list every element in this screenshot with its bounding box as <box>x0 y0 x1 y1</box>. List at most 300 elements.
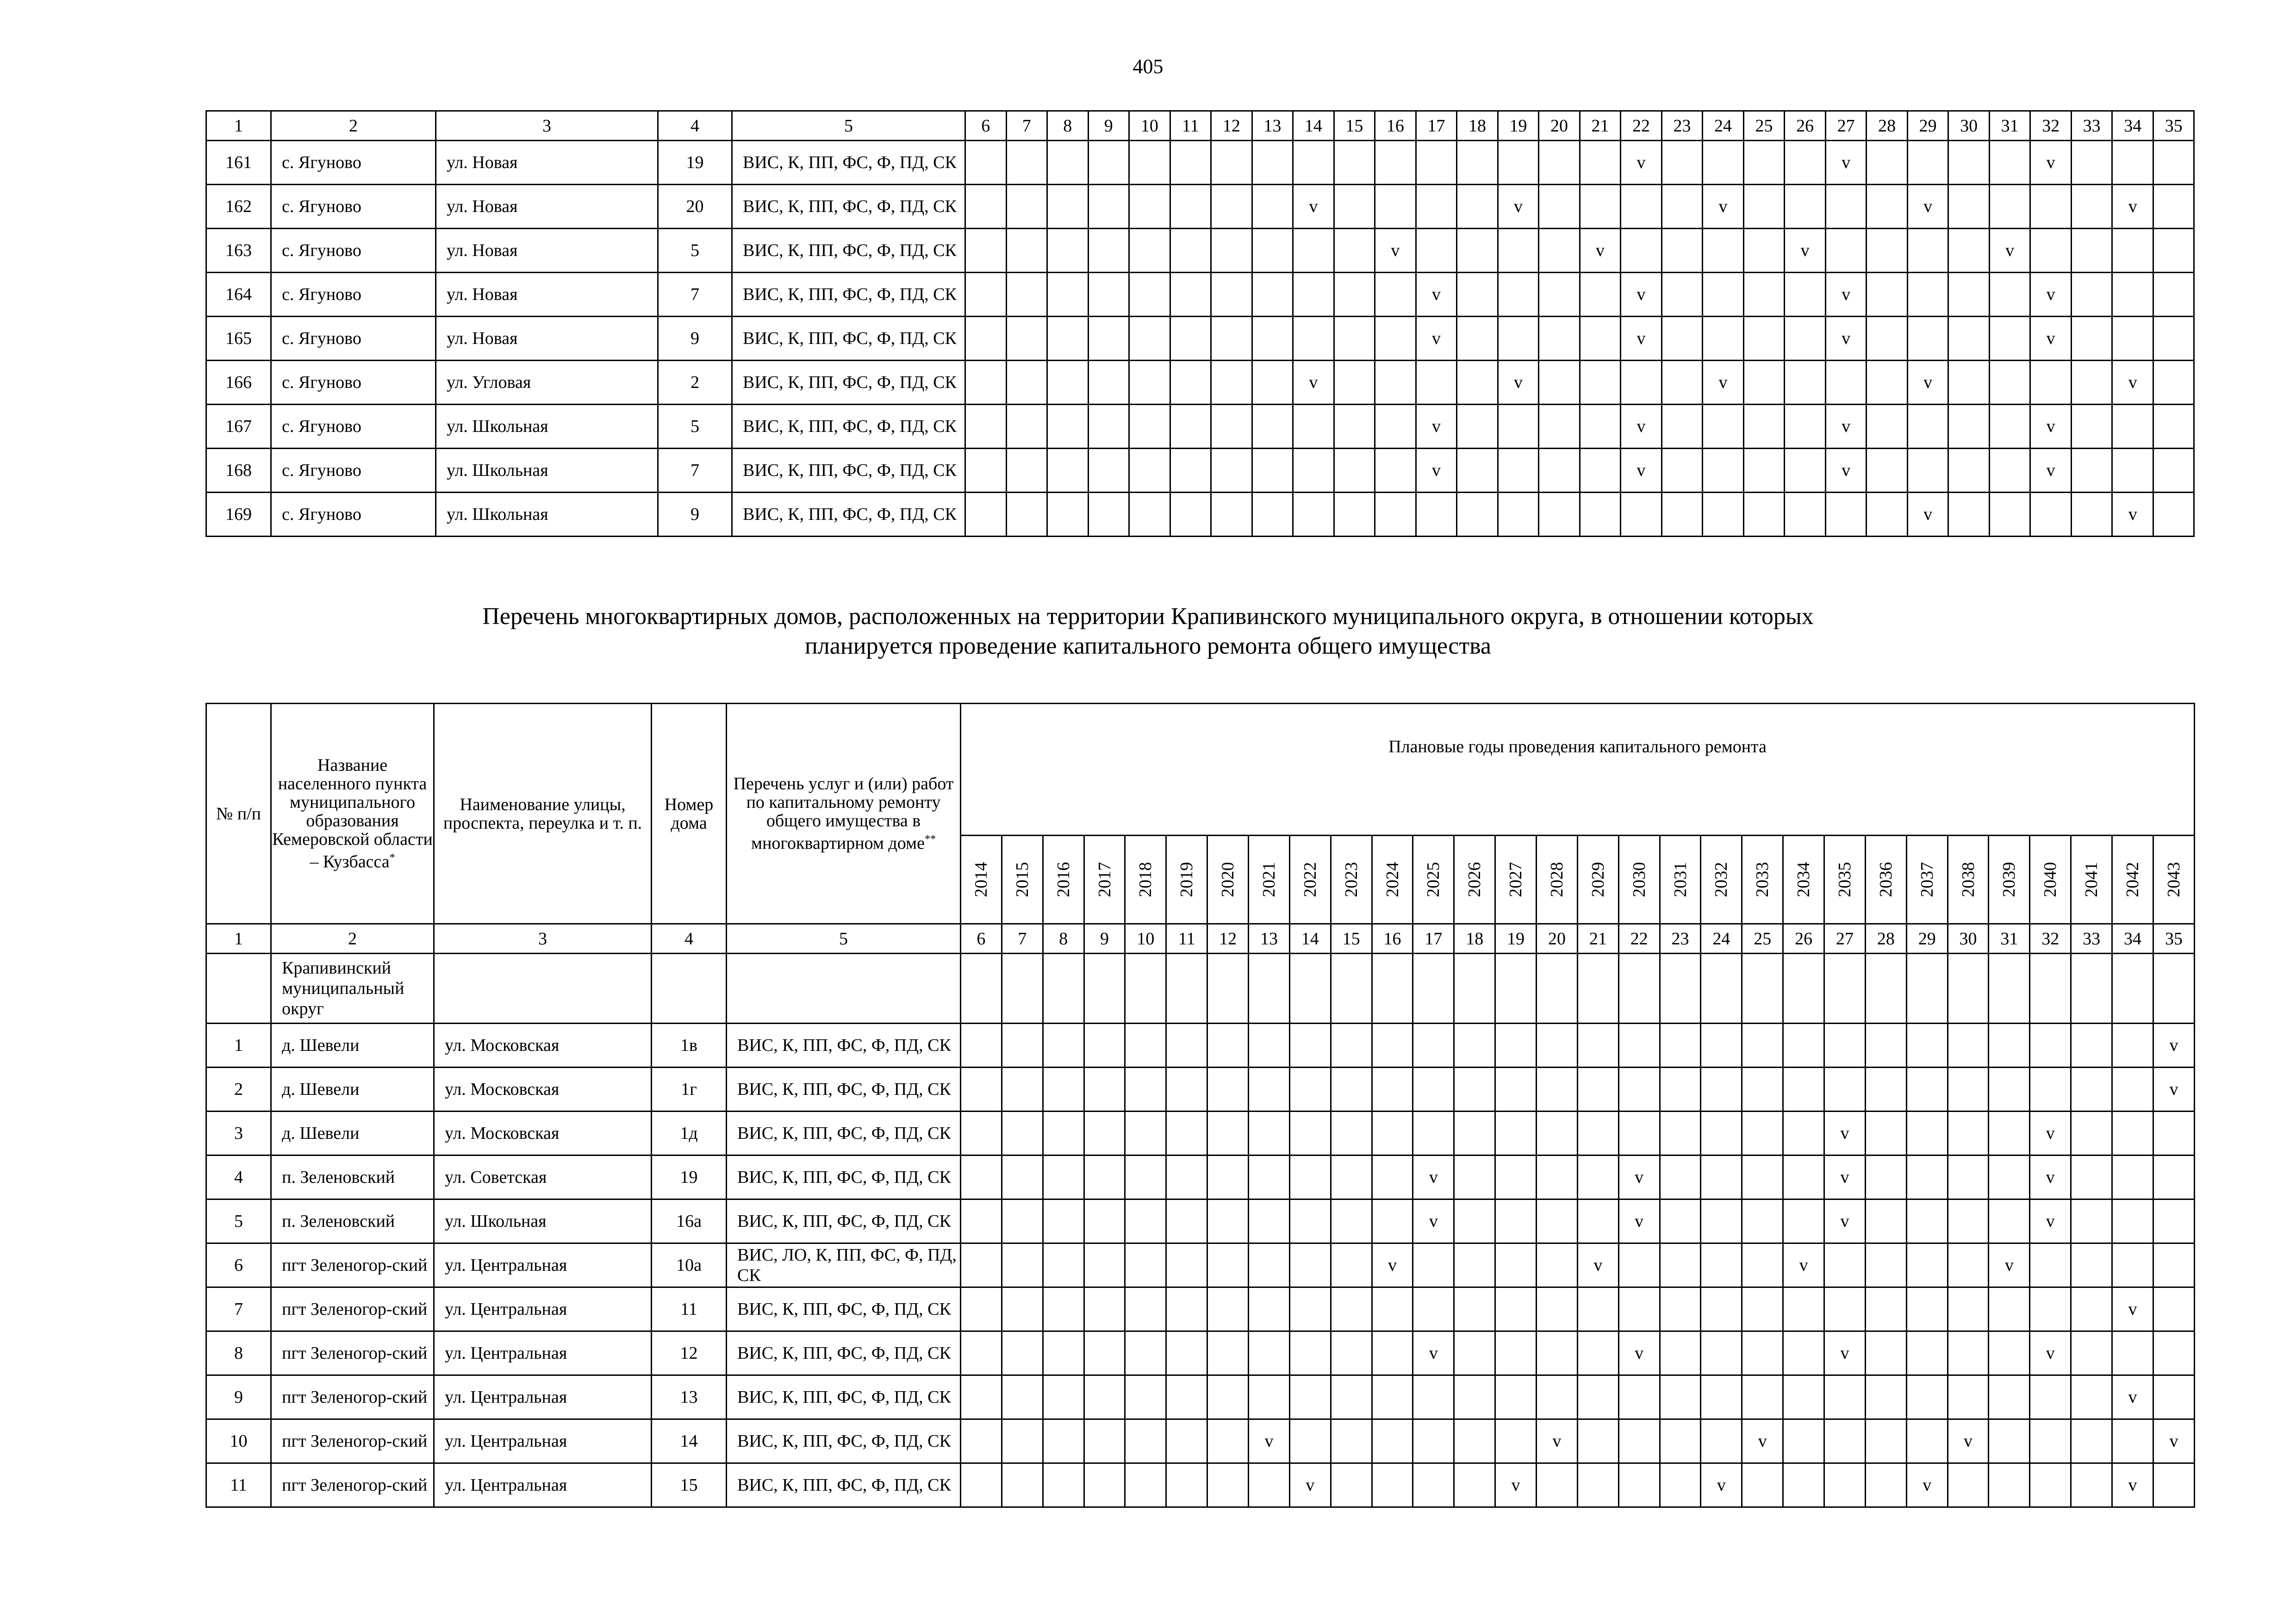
year-cell <box>2112 1199 2153 1243</box>
year-cell <box>1084 1331 1125 1375</box>
year-cell <box>1166 1375 1207 1419</box>
year-cell <box>1207 1024 1249 1068</box>
services-list: ВИС, К, ПП, ФС, Ф, ПД, СК <box>727 1199 961 1243</box>
year-cell <box>1372 1419 1413 1463</box>
year-cell <box>1989 1331 2030 1375</box>
year-cell <box>2071 1156 2112 1199</box>
year-cell <box>1660 1463 1701 1507</box>
empty-cell <box>1125 954 1166 1024</box>
year-cell <box>1454 1375 1495 1419</box>
year-cell <box>1457 361 1498 405</box>
year-cell <box>1989 1463 2030 1507</box>
year-cell <box>1129 449 1170 493</box>
year-cell <box>1703 449 1744 493</box>
year-cell <box>1865 1156 1906 1199</box>
year-cell <box>1170 229 1211 273</box>
repair-mark: v <box>1948 1419 1989 1463</box>
row-number: 6 <box>206 1243 271 1287</box>
repair-mark: v <box>1621 141 1662 185</box>
year-cell <box>1129 273 1170 317</box>
column-number: 30 <box>1948 111 1990 141</box>
house-number: 12 <box>652 1331 727 1375</box>
year-cell <box>1824 1419 1866 1463</box>
year-cell <box>1743 449 1785 493</box>
year-cell <box>1002 1024 1043 1068</box>
repair-mark: v <box>2030 141 2072 185</box>
year-cell <box>1293 493 1334 537</box>
year-cell <box>1289 1068 1331 1112</box>
year-cell <box>1948 1068 1989 1112</box>
year-cell <box>1002 1331 1043 1375</box>
year-label: 2021 <box>1259 862 1279 897</box>
column-number: 19 <box>1495 924 1537 954</box>
column-number: 10 <box>1125 924 1166 954</box>
year-cell <box>1785 449 1826 493</box>
repair-mark: v <box>1621 273 1662 317</box>
year-cell <box>1289 1287 1331 1331</box>
column-number: 24 <box>1703 111 1744 141</box>
year-header <box>1454 836 1495 924</box>
year-cell <box>2112 1243 2153 1287</box>
column-number: 24 <box>1701 924 1742 954</box>
year-label: 2042 <box>2122 862 2142 897</box>
empty-cell <box>1906 954 1948 1024</box>
year-cell <box>1043 1199 1084 1243</box>
column-number: 7 <box>1002 924 1043 954</box>
year-cell <box>2030 229 2072 273</box>
year-cell <box>1129 185 1170 229</box>
year-cell <box>1989 405 2030 449</box>
table-row <box>206 185 2194 229</box>
year-cell <box>1660 1375 1701 1419</box>
empty-cell <box>1413 954 1454 1024</box>
year-cell <box>1372 1024 1413 1068</box>
street-name: ул. Московская <box>434 1024 652 1068</box>
year-cell <box>1211 273 1252 317</box>
year-cell <box>1293 405 1334 449</box>
year-cell <box>2153 361 2194 405</box>
services-list: ВИС, К, ПП, ФС, Ф, ПД, СК <box>727 1068 961 1112</box>
year-cell <box>1170 493 1211 537</box>
year-cell <box>1948 1243 1989 1287</box>
year-cell <box>2112 405 2153 449</box>
year-cell <box>1252 361 1293 405</box>
year-cell <box>1660 1419 1701 1463</box>
year-cell <box>1661 493 1703 537</box>
street-name: ул. Центральная <box>434 1419 652 1463</box>
year-cell <box>1783 1375 1824 1419</box>
year-cell <box>1618 1024 1660 1068</box>
row-number <box>206 954 271 1024</box>
year-cell <box>1989 493 2030 537</box>
year-cell <box>1907 141 1948 185</box>
empty-cell <box>1002 954 1043 1024</box>
empty-cell <box>1742 954 1783 1024</box>
column-number: 21 <box>1577 924 1618 954</box>
year-header <box>1742 836 1783 924</box>
empty-cell <box>1537 954 1578 1024</box>
year-cell <box>1537 1331 1578 1375</box>
year-cell <box>1454 1419 1495 1463</box>
year-header <box>1989 836 2030 924</box>
year-header <box>2112 836 2153 924</box>
year-header <box>1537 836 1578 924</box>
year-cell <box>1743 317 1785 361</box>
repair-mark: v <box>2030 1199 2071 1243</box>
year-cell <box>1539 405 1580 449</box>
year-cell <box>1783 1199 1824 1243</box>
year-cell <box>1660 1199 1701 1243</box>
year-cell <box>1047 185 1089 229</box>
row-number: 3 <box>206 1112 271 1156</box>
year-cell <box>1495 1243 1537 1287</box>
year-cell <box>1170 273 1211 317</box>
year-cell <box>2153 1331 2194 1375</box>
year-cell <box>1166 1419 1207 1463</box>
year-cell <box>1537 1463 1578 1507</box>
year-cell <box>1580 317 1621 361</box>
year-cell <box>1743 361 1785 405</box>
year-cell <box>1498 405 1539 449</box>
year-cell <box>2153 317 2194 361</box>
year-cell <box>1907 449 1948 493</box>
street-name: ул. Школьная <box>436 493 658 537</box>
year-cell <box>965 361 1007 405</box>
row-number: 7 <box>206 1287 271 1331</box>
column-number: 28 <box>1867 111 1908 141</box>
housing-table-continued <box>205 110 2195 537</box>
year-cell <box>1498 449 1539 493</box>
year-cell <box>961 1375 1002 1419</box>
year-cell <box>1867 361 1908 405</box>
repair-mark: v <box>1701 1463 1742 1507</box>
street-name: ул. Центральная <box>434 1243 652 1287</box>
street-name: ул. Московская <box>434 1068 652 1112</box>
row-number: 166 <box>206 361 271 405</box>
empty-cell <box>1660 954 1701 1024</box>
year-cell <box>1867 185 1908 229</box>
repair-mark: v <box>1824 1112 1866 1156</box>
year-cell <box>2071 1024 2112 1068</box>
year-cell <box>1907 273 1948 317</box>
street-name: ул. Новая <box>436 185 658 229</box>
year-cell <box>2112 1156 2153 1199</box>
year-cell <box>1088 361 1129 405</box>
year-cell <box>1621 185 1662 229</box>
repair-mark: v <box>2030 1156 2071 1199</box>
year-cell <box>1577 1287 1618 1331</box>
year-cell <box>1249 1287 1290 1331</box>
house-number: 1г <box>652 1068 727 1112</box>
repair-mark: v <box>1825 405 1867 449</box>
year-cell <box>1170 185 1211 229</box>
services-list: ВИС, К, ПП, ФС, Ф, ПД, СК <box>727 1156 961 1199</box>
year-cell <box>1577 1199 1618 1243</box>
column-number: 8 <box>1043 924 1084 954</box>
year-cell <box>1416 361 1457 405</box>
repair-mark: v <box>2030 1112 2071 1156</box>
year-label: 2036 <box>1876 862 1896 897</box>
empty-cell <box>2030 954 2071 1024</box>
year-cell <box>1334 273 1375 317</box>
repair-mark: v <box>1907 185 1948 229</box>
year-cell <box>2153 493 2194 537</box>
year-cell <box>1084 1156 1125 1199</box>
year-cell <box>1125 1287 1166 1331</box>
house-number: 15 <box>652 1463 727 1507</box>
column-number: 12 <box>1211 111 1252 141</box>
year-cell <box>1125 1375 1166 1419</box>
settlement-name: с. Ягуново <box>271 405 436 449</box>
year-cell <box>1006 141 1047 185</box>
year-cell <box>2030 1463 2071 1507</box>
column-number: 5 <box>732 111 965 141</box>
year-cell <box>1043 1243 1084 1287</box>
year-cell <box>2153 1375 2194 1419</box>
year-header <box>2071 836 2112 924</box>
empty-cell <box>1989 954 2030 1024</box>
year-cell <box>1084 1243 1125 1287</box>
row-number: 8 <box>206 1331 271 1375</box>
year-cell <box>1867 229 1908 273</box>
year-cell <box>1948 1463 1989 1507</box>
year-header <box>1125 836 1166 924</box>
column-number: 33 <box>2071 924 2112 954</box>
year-cell <box>2030 1375 2071 1419</box>
year-cell <box>1129 229 1170 273</box>
column-number-row <box>206 924 2195 954</box>
year-cell <box>1498 229 1539 273</box>
year-cell <box>965 229 1007 273</box>
table-row <box>206 1419 2195 1463</box>
year-cell <box>1948 449 1990 493</box>
year-cell <box>1742 1463 1783 1507</box>
column-number: 25 <box>1743 111 1785 141</box>
settlement-name: с. Ягуново <box>271 361 436 405</box>
year-cell <box>1577 1331 1618 1375</box>
row-number: 1 <box>206 1024 271 1068</box>
repair-mark: v <box>1907 493 1948 537</box>
year-cell <box>1825 229 1867 273</box>
year-cell <box>1088 141 1129 185</box>
year-cell <box>965 493 1007 537</box>
column-number: 14 <box>1289 924 1331 954</box>
year-cell <box>1207 1112 1249 1156</box>
year-cell <box>1331 1068 1372 1112</box>
year-cell <box>1989 1419 2030 1463</box>
house-number: 19 <box>658 141 732 185</box>
year-cell <box>1166 1331 1207 1375</box>
empty-cell <box>1865 954 1906 1024</box>
empty-cell <box>1783 954 1824 1024</box>
year-cell <box>1125 1024 1166 1068</box>
year-cell <box>2112 1331 2153 1375</box>
year-cell <box>1084 1024 1125 1068</box>
year-cell <box>961 1287 1002 1331</box>
year-cell <box>1088 317 1129 361</box>
year-cell <box>1742 1112 1783 1156</box>
year-header <box>1865 836 1906 924</box>
column-number: 29 <box>1906 924 1948 954</box>
year-cell <box>1948 1331 1989 1375</box>
year-label: 2027 <box>1506 862 1526 897</box>
year-cell <box>1331 1419 1372 1463</box>
year-cell <box>1703 493 1744 537</box>
repair-mark: v <box>1577 1243 1618 1287</box>
empty-cell <box>1331 954 1372 1024</box>
year-cell <box>1785 185 1826 229</box>
repair-mark: v <box>1825 141 1867 185</box>
year-cell <box>1701 1287 1742 1331</box>
year-cell <box>1166 1112 1207 1156</box>
year-cell <box>1170 141 1211 185</box>
year-cell <box>965 273 1007 317</box>
year-cell <box>1006 361 1047 405</box>
column-number: 9 <box>1088 111 1129 141</box>
year-cell <box>1621 493 1662 537</box>
year-cell <box>1948 273 1990 317</box>
year-cell <box>1701 1068 1742 1112</box>
table-row <box>206 1375 2195 1419</box>
year-cell <box>1372 1463 1413 1507</box>
year-cell <box>1539 185 1580 229</box>
column-number: 2 <box>271 924 434 954</box>
year-cell <box>1495 1068 1537 1112</box>
row-number: 162 <box>206 185 271 229</box>
year-cell <box>1207 1199 1249 1243</box>
services-list: ВИС, К, ПП, ФС, Ф, ПД, СК <box>732 185 965 229</box>
year-cell <box>1211 185 1252 229</box>
table-row <box>206 1287 2195 1331</box>
street-name: ул. Новая <box>436 317 658 361</box>
year-cell <box>1495 1024 1537 1068</box>
table-row <box>206 141 2194 185</box>
repair-mark: v <box>1703 185 1744 229</box>
column-number: 18 <box>1457 111 1498 141</box>
year-cell <box>1906 1375 1948 1419</box>
house-number: 9 <box>658 317 732 361</box>
table-row <box>206 273 2194 317</box>
year-cell <box>1375 317 1416 361</box>
empty-cell <box>1166 954 1207 1024</box>
services-list: ВИС, К, ПП, ФС, Ф, ПД, СК <box>727 1024 961 1068</box>
year-cell <box>1413 1287 1454 1331</box>
year-cell <box>1660 1331 1701 1375</box>
column-number: 6 <box>965 111 1007 141</box>
year-cell <box>1865 1068 1906 1112</box>
column-number: 13 <box>1252 111 1293 141</box>
year-cell <box>1002 1156 1043 1199</box>
column-number: 10 <box>1129 111 1170 141</box>
year-cell <box>1457 273 1498 317</box>
year-header <box>1084 836 1125 924</box>
settlement-name: пгт Зеленогор-ский <box>271 1243 434 1287</box>
year-cell <box>1002 1419 1043 1463</box>
year-cell <box>1743 405 1785 449</box>
year-cell <box>1166 1024 1207 1068</box>
year-header <box>1249 836 1290 924</box>
year-header <box>961 836 1002 924</box>
year-cell <box>2071 361 2112 405</box>
repair-mark: v <box>1293 361 1334 405</box>
year-cell <box>1088 405 1129 449</box>
year-cell <box>1783 1463 1824 1507</box>
year-cell <box>1002 1243 1043 1287</box>
repair-mark: v <box>1416 317 1457 361</box>
year-cell <box>1006 493 1047 537</box>
year-cell <box>2030 493 2072 537</box>
year-cell <box>1742 1243 1783 1287</box>
year-cell <box>1043 1375 1084 1419</box>
row-number: 163 <box>206 229 271 273</box>
year-cell <box>1661 185 1703 229</box>
year-cell <box>1047 229 1089 273</box>
year-label: 2035 <box>1835 862 1854 897</box>
year-label: 2015 <box>1012 862 1032 897</box>
year-cell <box>1537 1287 1578 1331</box>
year-cell <box>1495 1156 1537 1199</box>
year-cell <box>965 405 1007 449</box>
year-cell <box>1416 141 1457 185</box>
year-cell <box>1701 1331 1742 1375</box>
year-cell <box>1906 1112 1948 1156</box>
year-cell <box>1742 1024 1783 1068</box>
year-cell <box>1743 141 1785 185</box>
year-label: 2020 <box>1218 862 1238 897</box>
repair-mark: v <box>1825 273 1867 317</box>
year-cell <box>1618 1375 1660 1419</box>
year-cell <box>1577 1024 1618 1068</box>
street-name: ул. Новая <box>436 229 658 273</box>
column-number: 26 <box>1785 111 1826 141</box>
year-cell <box>1948 1375 1989 1419</box>
column-number: 5 <box>727 924 961 954</box>
year-cell <box>2112 229 2153 273</box>
year-cell <box>2112 1024 2153 1068</box>
year-cell <box>1084 1419 1125 1463</box>
year-cell <box>1211 229 1252 273</box>
year-cell <box>1743 229 1785 273</box>
empty-cell <box>1618 954 1660 1024</box>
repair-mark: v <box>2153 1068 2194 1112</box>
year-cell <box>1207 1243 1249 1287</box>
column-number: 3 <box>434 924 652 954</box>
year-cell <box>1785 405 1826 449</box>
table-row <box>206 1156 2195 1199</box>
year-label: 2023 <box>1341 862 1361 897</box>
year-cell <box>1252 317 1293 361</box>
year-cell <box>1989 1375 2030 1419</box>
empty-cell <box>1207 954 1249 1024</box>
year-cell <box>1539 273 1580 317</box>
repair-mark: v <box>1495 1463 1537 1507</box>
repair-mark: v <box>1413 1156 1454 1199</box>
repair-mark: v <box>1498 185 1539 229</box>
year-cell <box>1331 1024 1372 1068</box>
column-number: 32 <box>2030 924 2071 954</box>
year-cell <box>1825 185 1867 229</box>
repair-mark: v <box>2153 1419 2194 1463</box>
year-cell <box>1413 1024 1454 1068</box>
year-cell <box>2071 1112 2112 1156</box>
year-cell <box>1661 141 1703 185</box>
year-cell <box>1375 493 1416 537</box>
year-label: 2038 <box>1958 862 1978 897</box>
empty-cell <box>434 954 652 1024</box>
year-cell <box>1907 229 1948 273</box>
repair-mark: v <box>1989 229 2030 273</box>
street-name: ул. Советская <box>434 1156 652 1199</box>
